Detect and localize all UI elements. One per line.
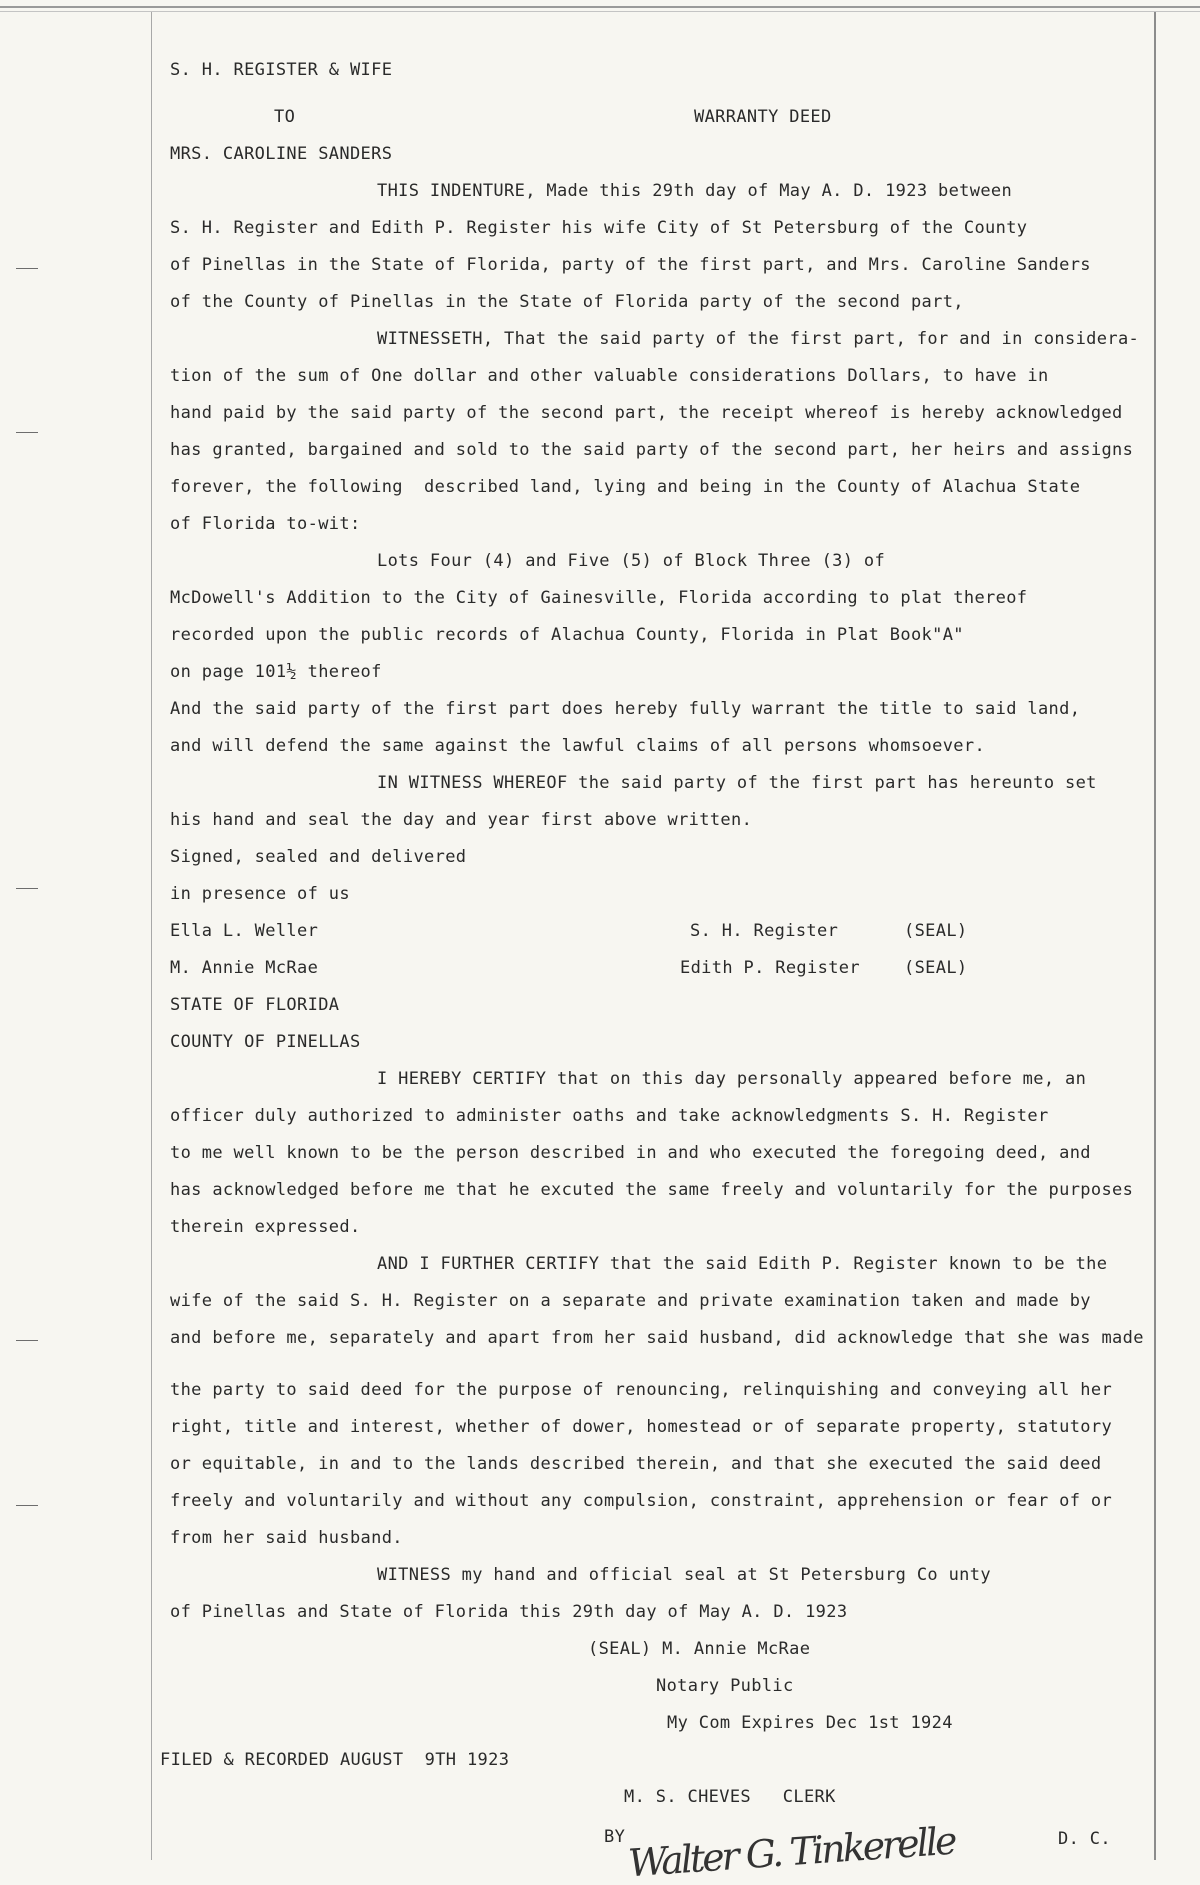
notary-commission: My Com Expires Dec 1st 1924 (667, 1713, 953, 1733)
indenture-line: of Florida to-wit: (170, 514, 361, 534)
indenture-line: tion of the sum of One dollar and other valuable considerations Dollars, to have in (170, 366, 1049, 386)
indenture-line: THIS INDENTURE, Made this 29th day of May A. D. 1923 between (377, 181, 1013, 201)
seal-mark: (SEAL) (904, 958, 968, 978)
certificate-line: officer duly authorized to administer oaths and take acknowledgments S. H. Register (170, 1106, 1049, 1126)
margin-tick (16, 888, 38, 889)
signer-name: Edith P. Register (680, 958, 860, 978)
property-line: McDowell's Addition to the City of Gainesville, Florida according to plat thereof (170, 588, 1028, 608)
indenture-line: WITNESSETH, That the said party of the first part, for and in considera- (377, 329, 1140, 349)
property-line: recorded upon the public records of Alachua County, Florida in Plat Book"A" (170, 625, 964, 645)
certificate-line: WITNESS my hand and official seal at St Petersburg Co unty (377, 1565, 991, 1585)
margin-tick (16, 432, 38, 433)
left-margin-rule (151, 12, 152, 1860)
indenture-line: hand paid by the said party of the second part, the receipt whereof is hereby acknowledged (170, 403, 1123, 423)
certificate-line: or equitable, in and to the lands described therein, and that she executed the said deed (170, 1454, 1102, 1474)
by-label: BY (604, 1827, 626, 1847)
filing-recorded: FILED & RECORDED AUGUST 9TH 1923 (160, 1750, 510, 1770)
certificate-line: of Pinellas and State of Florida this 29th day of May A. D. 1923 (170, 1602, 848, 1622)
notary-title: Notary Public (656, 1676, 794, 1696)
indenture-line: of the County of Pinellas in the State of Florida party of the second part, (170, 292, 964, 312)
right-margin-rule (1154, 12, 1156, 1860)
certificate-line: wife of the said S. H. Register on a separate and private examination taken and made by (170, 1291, 1091, 1311)
seal-mark: (SEAL) (904, 921, 968, 941)
warranty-line: IN WITNESS WHEREOF the said party of the first part has hereunto set (377, 773, 1097, 793)
certificate-line: the party to said deed for the purpose of renouncing, relinquishing and conveying all her (170, 1380, 1113, 1400)
to-heading: TO (274, 107, 296, 127)
certificate-line: and before me, separately and apart from her said husband, did acknowledge that she was made (170, 1328, 1144, 1348)
indenture-line: forever, the following described land, lying and being in the County of Alachua State (170, 477, 1081, 497)
witness-name: M. Annie McRae (170, 958, 319, 978)
certificate-line: right, title and interest, whether of dower, homestead or of separate property, statutory (170, 1417, 1113, 1437)
clerk-name: M. S. CHEVES CLERK (624, 1787, 836, 1807)
property-line: on page 101½ thereof (170, 662, 382, 682)
certificate-line: I HEREBY CERTIFY that on this day personally appeared before me, an (377, 1069, 1087, 1089)
signer-name: S. H. Register (690, 921, 839, 941)
witness-name: Ella L. Weller (170, 921, 319, 941)
certificate-line: from her said husband. (170, 1528, 403, 1548)
deputy-clerk-label: D. C. (1058, 1829, 1111, 1849)
certificate-line: freely and voluntarily and without any compulsion, constraint, apprehension or fear of or (170, 1491, 1113, 1511)
top-rule-secondary (0, 11, 1200, 12)
indenture-line: of Pinellas in the State of Florida, party of the first part, and Mrs. Caroline Sanders (170, 255, 1091, 275)
top-rule (0, 6, 1200, 8)
warranty-line: his hand and seal the day and year first above written. (170, 810, 753, 830)
warranty-line: in presence of us (170, 884, 350, 904)
document-type-title: WARRANTY DEED (694, 107, 832, 127)
certificate-line: therein expressed. (170, 1217, 361, 1237)
margin-tick (16, 1505, 38, 1506)
indenture-line: S. H. Register and Edith P. Register his wife City of St Petersburg of the County (170, 218, 1028, 238)
warranty-line: Signed, sealed and delivered (170, 847, 467, 867)
certificate-line: has acknowledged before me that he excuted the same freely and voluntarily for the purposes (170, 1180, 1134, 1200)
margin-tick (16, 268, 38, 269)
warranty-line: and will defend the same against the lawful claims of all persons whomsoever. (170, 736, 986, 756)
indenture-line: has granted, bargained and sold to the said party of the second part, her heirs and assigns (170, 440, 1134, 460)
property-line: Lots Four (4) and Five (5) of Block Three (3) of (377, 551, 886, 571)
parties-heading: S. H. REGISTER & WIFE (170, 60, 393, 80)
certificate-line: to me well known to be the person described in and who executed the foregoing deed, and (170, 1143, 1091, 1163)
venue-county: COUNTY OF PINELLAS (170, 1032, 361, 1052)
clerk-signature: Walter G. Tinkerelle (626, 1818, 956, 1885)
margin-tick (16, 1340, 38, 1341)
notary-seal-name: (SEAL) M. Annie McRae (588, 1639, 811, 1659)
warranty-line: And the said party of the first part does hereby fully warrant the title to said land, (170, 699, 1081, 719)
certificate-line: AND I FURTHER CERTIFY that the said Edith P. Register known to be the (377, 1254, 1108, 1274)
venue-state: STATE OF FLORIDA (170, 995, 340, 1015)
grantee-heading: MRS. CAROLINE SANDERS (170, 144, 393, 164)
